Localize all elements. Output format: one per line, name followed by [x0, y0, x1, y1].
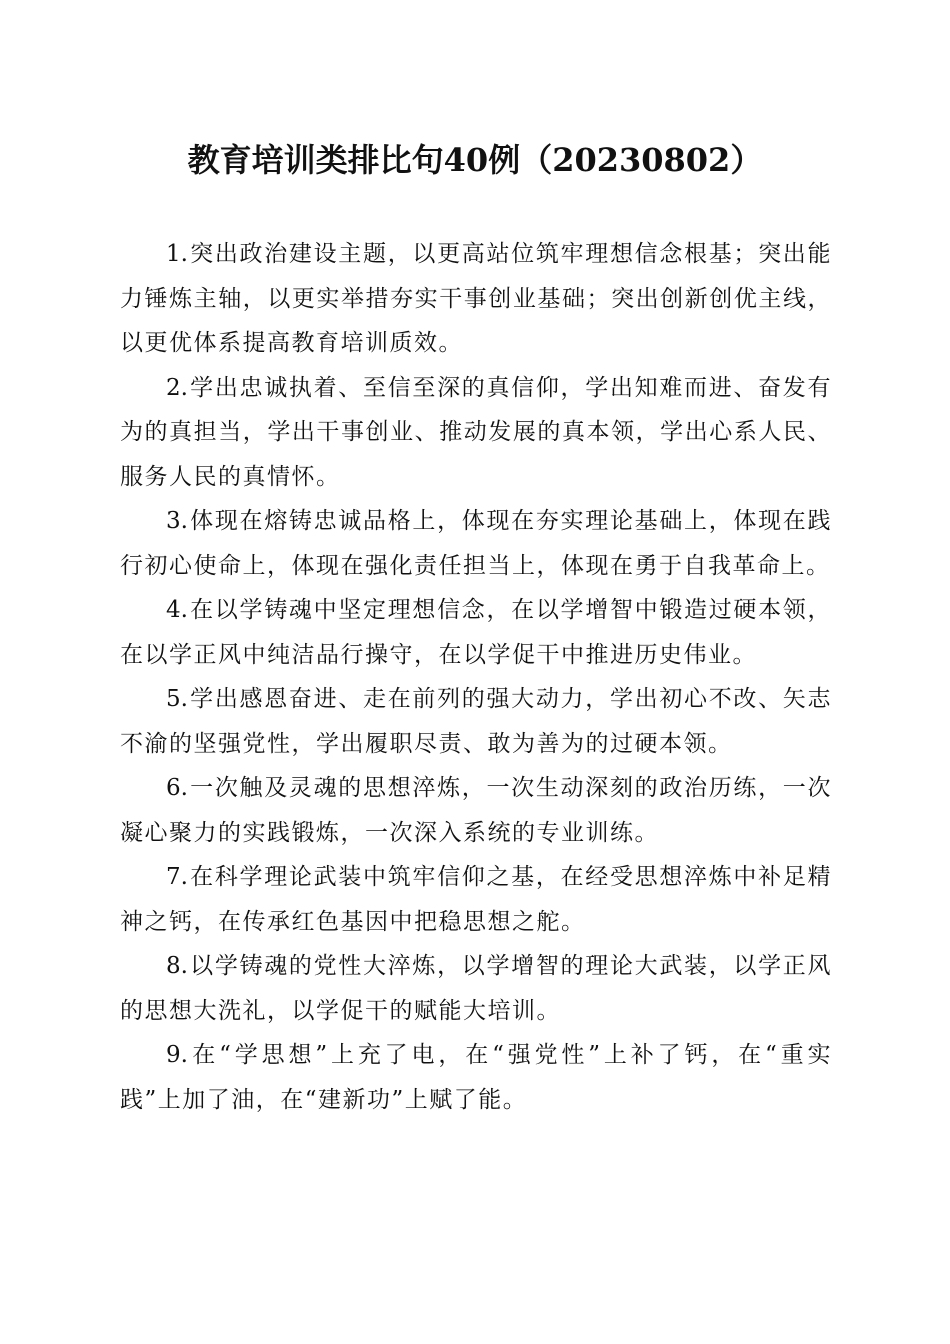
paragraph-text: 学出忠诚执着、至信至深的真信仰，学出知难而进、奋发有为的真担当，学出干事创业、推动发展的真本领，学出心系人民、服务人民的真情怀。: [120, 374, 832, 490]
paragraph-text: 以学铸魂的党性大淬炼，以学增智的理论大武装，以学正风的思想大洗礼，以学促干的赋能大培训。: [120, 953, 832, 1024]
paragraph-3: [120, 499, 832, 588]
paragraph-number: 4.: [166, 597, 188, 623]
paragraph-number: 9.: [166, 1042, 188, 1068]
paragraph-6: [120, 766, 832, 855]
paragraph-number: 7.: [166, 864, 188, 890]
paragraph-number: 2.: [166, 374, 188, 401]
paragraph-number: 5.: [166, 686, 188, 712]
paragraph-9: [120, 1033, 832, 1122]
paragraph-text: 在“学思想”上充了电，在“强党性”上补了钙，在“重实践”上加了油，在“建新功”上赋了能。: [120, 1042, 832, 1113]
paragraph-number: 8.: [166, 953, 188, 979]
paragraph-text: 一次触及灵魂的思想淬炼，一次生动深刻的政治历练，一次凝心聚力的实践锻炼，一次深入系统的专业训练。: [120, 775, 832, 846]
document-body: [120, 232, 832, 1122]
paragraph-number: 3.: [166, 508, 188, 534]
paragraph-8: [120, 944, 832, 1033]
paragraph-text: 突出政治建设主题，以更高站位筑牢理想信念根基；突出能力锤炼主轴，以更实举措夯实干事创业基础；突出创新创优主线，以更优体系提高教育培训质效。: [120, 241, 832, 356]
paragraph-text: 在科学理论武装中筑牢信仰之基，在经受思想淬炼中补足精神之钙，在传承红色基因中把稳思想之舵。: [120, 864, 832, 935]
paragraph-number: 6.: [166, 775, 188, 801]
paragraph-7: [120, 855, 832, 944]
paragraph-text: 体现在熔铸忠诚品格上，体现在夯实理论基础上，体现在践行初心使命上，体现在强化责任担当上，体现在勇于自我革命上。: [120, 508, 832, 579]
paragraph-2: [120, 366, 832, 500]
paragraph-text: 学出感恩奋进、走在前列的强大动力，学出初心不改、矢志不渝的坚强党性，学出履职尽责、敢为善为的过硬本领。: [120, 686, 832, 757]
paragraph-5: [120, 677, 832, 766]
document-title: 教育培训类排比句40例（20230802）: [187, 141, 763, 179]
paragraph-4: [120, 588, 832, 677]
paragraph-number: 1.: [166, 241, 188, 267]
paragraph-1: [120, 232, 832, 366]
paragraph-text: 在以学铸魂中坚定理想信念，在以学增智中锻造过硬本领，在以学正风中纯洁品行操守，在以学促干中推进历史伟业。: [120, 597, 832, 668]
